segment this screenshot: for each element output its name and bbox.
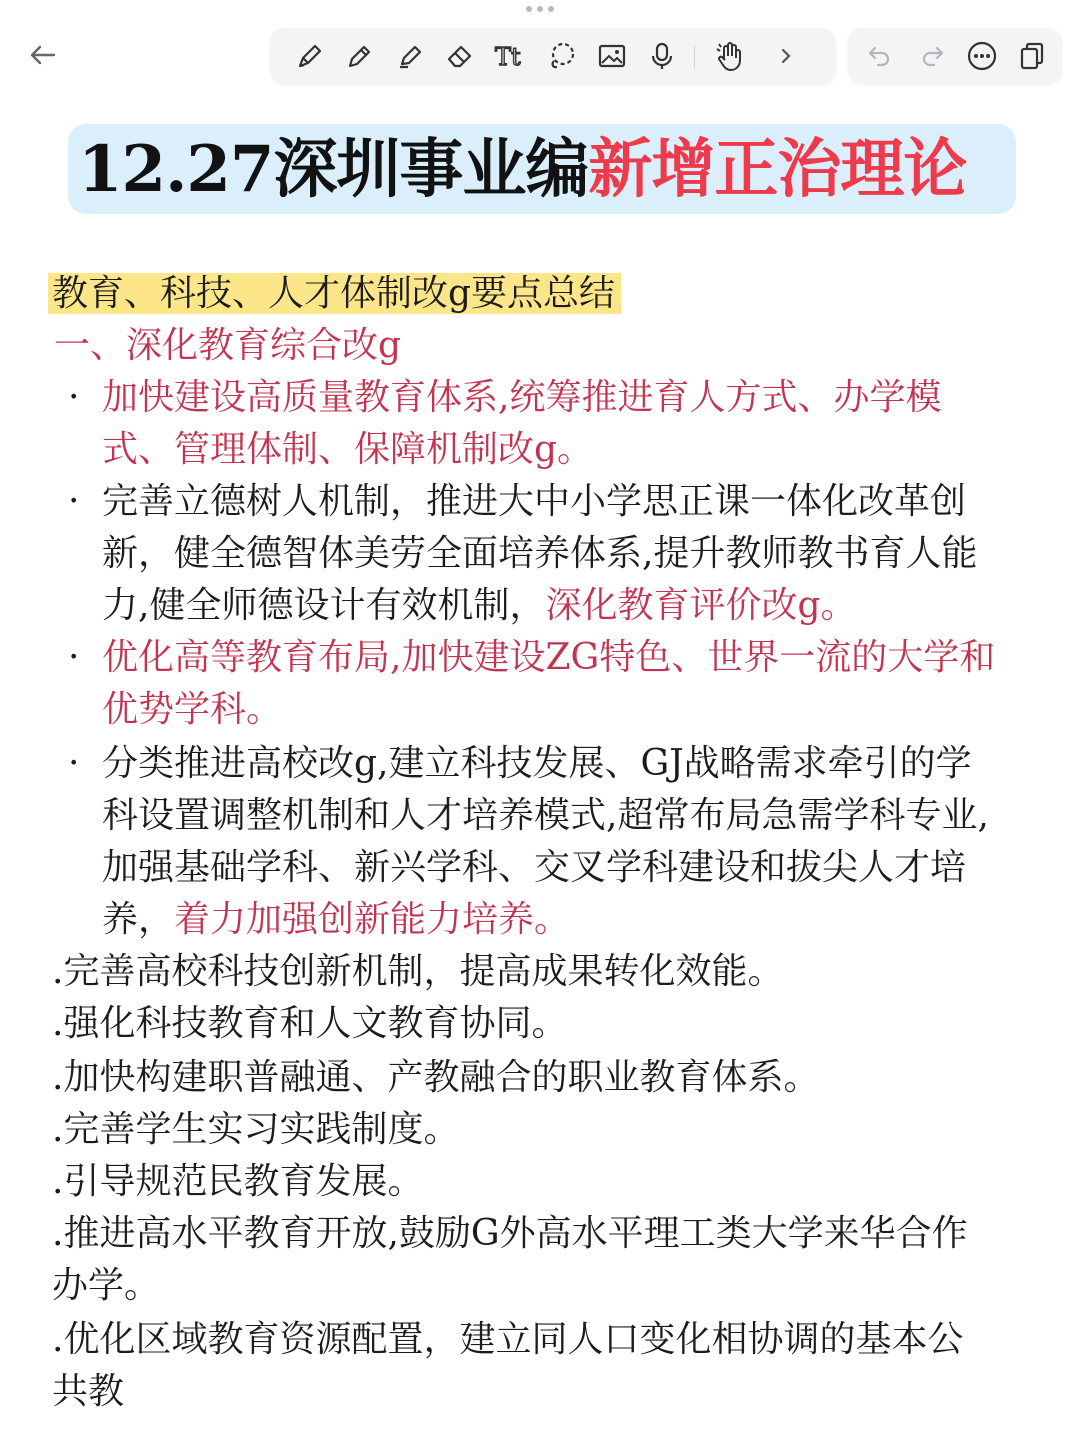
microphone-icon[interactable] <box>642 36 682 76</box>
list-item: .优化区域教育资源配置，建立同人口变化相协调的基本公 <box>52 1319 964 1360</box>
list-item: 加强基础学科、新兴学科、交叉学科建设和拔尖人才培 <box>102 847 967 888</box>
title-highlight: 新增正治理论 <box>588 132 967 207</box>
bullet-mark: · <box>68 481 80 522</box>
list-item-text: 养， <box>102 899 175 940</box>
list-item: 式、管理体制、保障机制改g。 <box>102 429 594 470</box>
list-item <box>102 580 857 632</box>
chevron-right-icon[interactable] <box>766 36 806 76</box>
list-item: 优势学科。 <box>102 689 283 730</box>
window-grabber[interactable] <box>524 6 556 16</box>
list-item: .完善高校科技创新机制，提高成果转化效能。 <box>52 951 784 992</box>
list-item: 科设置调整机制和人才培养模式,超常布局急需学科专业, <box>102 795 989 836</box>
drawing-tools <box>270 28 836 84</box>
list-item-text: 力,健全师德设计有效机制， <box>102 585 546 626</box>
summary-heading <box>48 268 621 320</box>
more-icon[interactable] <box>962 36 1002 76</box>
image-icon[interactable] <box>592 36 632 76</box>
toolbar <box>0 24 1080 86</box>
bullet-mark: · <box>68 637 80 678</box>
list-item: .引导规范民教育发展。 <box>52 1161 424 1202</box>
text-style-icon[interactable] <box>490 36 530 76</box>
list-item: .加快构建职普融通、产教融合的职业教育体系。 <box>52 1057 820 1098</box>
hand-icon[interactable] <box>710 36 750 76</box>
redo-icon[interactable] <box>912 36 952 76</box>
list-item: 分类推进高校改g,建立科技发展、GJ战略需求牵引的学 <box>102 743 972 784</box>
list-item: 共教 <box>52 1371 125 1412</box>
heading-text: 教育、科技、人才体制改g要点总结 <box>48 273 621 314</box>
page-actions <box>848 28 1062 84</box>
list-item-red-tail: 着力加强创新能力培养。 <box>174 899 571 940</box>
pen-icon[interactable] <box>290 36 330 76</box>
list-item: 优化高等教育布局,加快建设ZG特色、世界一流的大学和 <box>102 637 996 678</box>
list-item-red-tail: 深化教育评价改g。 <box>545 585 857 626</box>
list-item: 新，健全德智体美劳全面培养体系,提升教师教书育人能 <box>102 533 978 574</box>
svg-text:Tt: Tt <box>495 43 521 71</box>
list-item <box>102 894 570 946</box>
page-title <box>78 130 1018 210</box>
eraser-icon[interactable] <box>440 36 480 76</box>
arrow-left-icon[interactable] <box>22 36 64 74</box>
list-item: 加快建设高质量教育体系,统筹推进育人方式、办学模 <box>102 377 942 418</box>
undo-icon[interactable] <box>860 36 900 76</box>
list-item: .完善学生实习实践制度。 <box>52 1109 460 1150</box>
section-heading: 一、深化教育综合改g <box>54 325 402 366</box>
title-main: 12.27深圳事业编 <box>78 132 589 207</box>
list-item: .强化科技教育和人文教育协同。 <box>52 1003 568 1044</box>
pages-icon[interactable] <box>1012 36 1052 76</box>
list-item: 办学。 <box>52 1265 161 1306</box>
list-item: .推进高水平教育开放,鼓励G外高水平理工类大学来华合作 <box>52 1213 968 1254</box>
pencil-icon[interactable] <box>340 36 380 76</box>
bullet-mark: · <box>68 743 80 784</box>
title-banner <box>68 124 1016 214</box>
toolbar-divider <box>694 46 695 68</box>
marker-icon[interactable] <box>390 36 430 76</box>
lasso-icon[interactable] <box>542 36 582 76</box>
list-item: 完善立德树人机制，推进大中小学思正课一体化改革创 <box>102 481 967 522</box>
bullet-mark: · <box>68 377 80 418</box>
